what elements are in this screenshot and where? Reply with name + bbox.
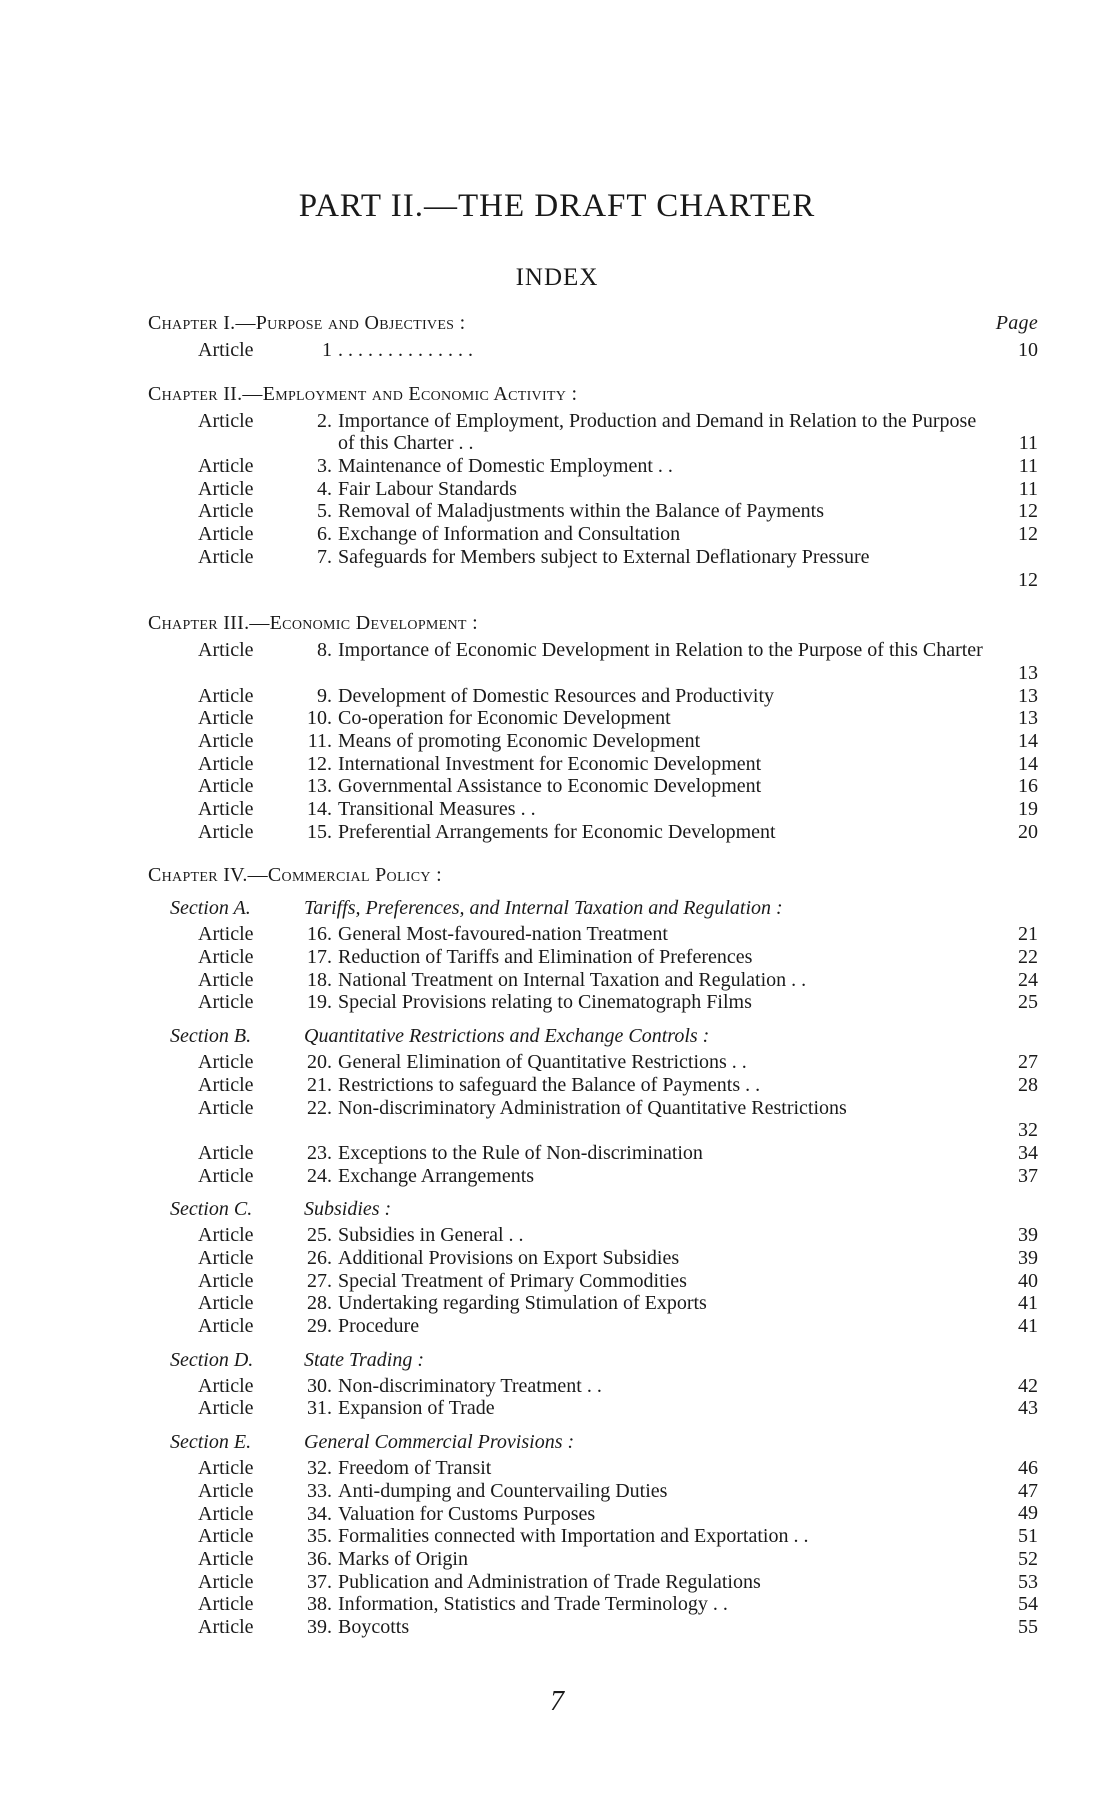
article-label: Article: [198, 1570, 254, 1593]
article-number: 21.: [307, 1073, 332, 1096]
toc-entry[interactable]: [148, 1457, 1038, 1480]
section-heading: [148, 1349, 1038, 1375]
article-title: Non-discriminatory Treatment . .: [338, 1374, 602, 1397]
article-title: Governmental Assistance to Economic Development: [338, 775, 762, 798]
article-number: 37.: [307, 1570, 332, 1593]
toc-entry[interactable]: [148, 1397, 1038, 1420]
article-title: Publication and Administration of Trade Regulations: [338, 1570, 761, 1593]
article-number: 22.: [307, 1096, 332, 1119]
article-page: 19: [1018, 798, 1038, 821]
chapter-block: [148, 864, 1038, 1638]
article-page: 11: [1018, 455, 1038, 478]
article-label: Article: [198, 1615, 254, 1638]
toc-entry[interactable]: [148, 969, 1038, 992]
toc-entry[interactable]: [148, 1142, 1038, 1165]
chapter-heading-text: Chapter I.—Purpose and Objectives :: [148, 312, 466, 334]
toc-entry[interactable]: [148, 1224, 1038, 1247]
article-label: Article: [198, 923, 254, 946]
article-number: 20.: [307, 1051, 332, 1074]
article-page: 12: [1018, 568, 1038, 591]
article-number: 9.: [317, 684, 332, 707]
toc-entry[interactable]: [148, 730, 1038, 753]
toc-entry[interactable]: [148, 923, 1038, 946]
article-number: 15.: [307, 820, 332, 843]
article-number: 38.: [307, 1593, 332, 1616]
chapter-block: [148, 612, 1038, 843]
article-label: Article: [198, 946, 254, 969]
article-number: 27.: [307, 1269, 332, 1292]
chapter-heading: [148, 612, 1038, 639]
article-page: 21: [1018, 923, 1038, 946]
toc-entry[interactable]: [148, 546, 1038, 591]
chapter-block: [148, 383, 1038, 592]
article-page: 10: [1018, 338, 1038, 361]
article-label: Article: [198, 752, 254, 775]
section-block: [148, 1198, 1038, 1337]
article-label: Article: [198, 707, 254, 730]
article-label: Article: [198, 798, 254, 821]
toc-entry[interactable]: [148, 1616, 1038, 1639]
article-title: Safeguards for Members subject to External Deflationary Pressure: [338, 545, 870, 568]
article-title: Boycotts: [338, 1615, 410, 1638]
page-column-label: Page: [995, 312, 1038, 334]
article-label: Article: [198, 523, 254, 546]
section-block: [148, 1431, 1038, 1639]
toc-entry[interactable]: [148, 1247, 1038, 1270]
toc-entry[interactable]: [148, 500, 1038, 523]
article-page: 22: [1018, 946, 1038, 969]
article-title: International Investment for Economic Development: [338, 752, 762, 775]
article-page: 24: [1018, 968, 1038, 991]
article-number: 13.: [307, 775, 332, 798]
toc-entry[interactable]: [148, 707, 1038, 730]
article-title: Exchange of Information and Consultation: [338, 523, 681, 546]
toc-entry[interactable]: [148, 1480, 1038, 1503]
section-label: Section E.: [170, 1431, 252, 1454]
article-label: Article: [198, 1073, 254, 1096]
chapter-heading: [148, 864, 1038, 891]
article-number: 1: [322, 339, 332, 361]
article-title: Exceptions to the Rule of Non-discrimination: [338, 1141, 703, 1164]
article-label: Article: [198, 1164, 254, 1187]
article-title: Co-operation for Economic Development: [338, 707, 671, 730]
section-label: Section D.: [170, 1348, 254, 1371]
article-label: Article: [198, 1502, 254, 1525]
toc-entry[interactable]: [148, 1292, 1038, 1315]
article-title: Restrictions to safeguard the Balance of Payments . .: [338, 1073, 761, 1096]
toc-entry[interactable]: [148, 821, 1038, 844]
article-number: 19.: [307, 991, 332, 1014]
article-title: General Elimination of Quantitative Restrictions . .: [338, 1051, 747, 1074]
article-label: Article: [198, 1457, 254, 1480]
article-title: Importance of Employment, Production and Demand in Relation to the Purpose of this Charter . .: [338, 409, 977, 455]
article-page: 28: [1018, 1073, 1038, 1096]
article-page: 34: [1018, 1141, 1038, 1164]
chapter-heading-text: Chapter II.—Employment and Economic Activity :: [148, 382, 578, 405]
toc-entry[interactable]: [148, 1548, 1038, 1571]
article-page: 51: [1018, 1525, 1038, 1548]
toc-entry[interactable]: [148, 1074, 1038, 1097]
article-label: Article: [198, 1315, 254, 1338]
article-label: Article: [198, 1593, 254, 1616]
section-block: [148, 897, 1038, 1014]
article-title: National Treatment on Internal Taxation and Regulation . .: [338, 968, 807, 991]
toc-entry[interactable]: [148, 991, 1038, 1014]
toc-entry[interactable]: [148, 410, 1038, 455]
article-page: 37: [1018, 1164, 1038, 1187]
article-number: 2.: [317, 409, 332, 432]
toc-entry[interactable]: [148, 685, 1038, 708]
article-title: Means of promoting Economic Development: [338, 729, 701, 752]
article-page: 25: [1018, 991, 1038, 1014]
article-number: 26.: [307, 1247, 332, 1269]
article-number: 31.: [307, 1397, 332, 1420]
article-title: Importance of Economic Development in Relation to the Purpose of this Charter: [338, 639, 983, 662]
toc-entry[interactable]: [148, 339, 1038, 362]
article-label: Article: [198, 820, 254, 843]
article-page: 52: [1018, 1547, 1038, 1570]
toc-entry[interactable]: [148, 1375, 1038, 1398]
article-title: Anti-dumping and Countervailing Duties: [338, 1479, 668, 1502]
article-page: 27: [1018, 1051, 1038, 1074]
toc-entry[interactable]: [148, 523, 1038, 546]
article-number: 7.: [317, 545, 332, 568]
article-number: 32.: [307, 1457, 332, 1480]
article-title: Fair Labour Standards: [338, 477, 517, 500]
article-label: Article: [198, 339, 254, 361]
article-label: Article: [198, 1374, 254, 1397]
article-title: . . . . . . . . . . . . . .: [338, 339, 473, 361]
article-page: 13: [1018, 661, 1038, 684]
article-number: 16.: [307, 923, 332, 946]
article-page: 16: [1018, 775, 1038, 798]
article-title: Maintenance of Domestic Employment . .: [338, 455, 673, 478]
article-page: 46: [1018, 1457, 1038, 1480]
section-heading: [148, 897, 1038, 923]
article-title: Undertaking regarding Stimulation of Exports: [338, 1292, 707, 1315]
section-block: [148, 410, 1038, 592]
article-page: 47: [1018, 1479, 1038, 1502]
article-label: Article: [198, 1397, 254, 1420]
article-title: Additional Provisions on Export Subsidies: [338, 1247, 680, 1269]
article-page: 12: [1018, 500, 1038, 523]
article-number: 12.: [307, 752, 332, 775]
page-title: PART II.—THE DRAFT CHARTER: [298, 188, 816, 224]
article-number: 23.: [307, 1141, 332, 1164]
section-title: State Trading :: [304, 1348, 425, 1371]
article-title: Preferential Arrangements for Economic Development: [338, 820, 776, 843]
article-page: 43: [1018, 1397, 1038, 1420]
toc-entry[interactable]: [148, 753, 1038, 776]
toc-entry[interactable]: [148, 1593, 1038, 1616]
toc-entry[interactable]: [148, 798, 1038, 821]
article-label: Article: [198, 1247, 254, 1269]
article-page: 39: [1018, 1224, 1038, 1247]
chapter-heading: [148, 383, 1038, 410]
article-page: 55: [1018, 1615, 1038, 1638]
article-page: 11: [1018, 432, 1038, 455]
article-page: 11: [1018, 477, 1038, 500]
article-title: Marks of Origin: [338, 1547, 468, 1570]
article-number: 5.: [317, 500, 332, 523]
table-of-contents: [148, 312, 1038, 1639]
toc-entry[interactable]: [148, 478, 1038, 501]
article-page: 39: [1018, 1246, 1038, 1269]
article-label: Article: [198, 775, 254, 798]
article-title: Freedom of Transit: [338, 1457, 492, 1480]
article-number: 28.: [307, 1292, 332, 1315]
article-number: 35.: [307, 1525, 332, 1548]
toc-entry[interactable]: [148, 775, 1038, 798]
toc-entry[interactable]: [148, 1165, 1038, 1188]
article-number: 29.: [307, 1315, 332, 1338]
article-label: Article: [198, 1292, 254, 1315]
article-label: Article: [198, 1479, 254, 1502]
article-title: Special Treatment of Primary Commodities: [338, 1269, 687, 1292]
section-block: [148, 639, 1038, 843]
article-label: Article: [198, 1096, 254, 1119]
page-number: 7: [550, 1686, 564, 1717]
article-label: Article: [198, 684, 254, 707]
chapter-heading: [148, 312, 1038, 339]
article-number: 25.: [307, 1224, 332, 1247]
article-label: Article: [198, 1269, 254, 1292]
section-title: Quantitative Restrictions and Exchange Controls :: [304, 1025, 710, 1048]
section-label: Section C.: [170, 1198, 253, 1221]
article-title: Transitional Measures . .: [338, 798, 536, 821]
article-label: Article: [198, 1141, 254, 1164]
article-number: 39.: [307, 1615, 332, 1638]
article-title: General Most-favoured-nation Treatment: [338, 923, 668, 946]
article-title: Procedure: [338, 1315, 420, 1338]
article-title: Formalities connected with Importation and Exportation . .: [338, 1525, 809, 1548]
article-number: 6.: [317, 523, 332, 546]
article-title: Non-discriminatory Administration of Quantitative Restrictions: [338, 1096, 847, 1119]
article-number: 11.: [307, 729, 332, 752]
toc-entry[interactable]: [148, 639, 1038, 684]
article-label: Article: [198, 455, 254, 478]
article-number: 30.: [307, 1374, 332, 1397]
article-label: Article: [198, 1525, 254, 1548]
article-number: 34.: [307, 1502, 332, 1525]
article-number: 33.: [307, 1479, 332, 1502]
article-page: 14: [1018, 752, 1038, 775]
article-title: Special Provisions relating to Cinematograph Films: [338, 991, 752, 1014]
article-title: Subsidies in General . .: [338, 1224, 524, 1247]
article-number: 3.: [317, 455, 332, 478]
article-title: Development of Domestic Resources and Productivity: [338, 684, 775, 707]
article-number: 8.: [317, 639, 332, 662]
article-label: Article: [198, 968, 254, 991]
article-page: 41: [1018, 1315, 1038, 1338]
article-page: 49: [1018, 1502, 1038, 1525]
article-page: 13: [1018, 684, 1038, 707]
section-label: Section B.: [170, 1025, 252, 1048]
section-block: [148, 339, 1038, 362]
article-page: 14: [1018, 729, 1038, 752]
section-block: [148, 1025, 1038, 1187]
article-number: 17.: [307, 946, 332, 969]
article-number: 36.: [307, 1547, 332, 1570]
article-label: Article: [198, 545, 254, 568]
article-number: 24.: [307, 1164, 332, 1187]
article-label: Article: [198, 729, 254, 752]
article-page: 12: [1018, 523, 1038, 546]
article-label: Article: [198, 991, 254, 1014]
article-title: Valuation for Customs Purposes: [338, 1502, 596, 1525]
article-title: Information, Statistics and Trade Terminology . .: [338, 1593, 728, 1616]
article-label: Article: [198, 409, 254, 432]
toc-entry[interactable]: [148, 1503, 1038, 1526]
section-heading: [148, 1431, 1038, 1457]
article-label: Article: [198, 1051, 254, 1074]
article-page: 40: [1018, 1269, 1038, 1292]
section-heading: [148, 1198, 1038, 1224]
article-page: 53: [1018, 1570, 1038, 1593]
toc-entry[interactable]: [148, 1270, 1038, 1293]
chapter-heading-text: Chapter III.—Economic Development :: [148, 612, 478, 635]
toc-entry[interactable]: [148, 1051, 1038, 1074]
toc-entry[interactable]: [148, 946, 1038, 969]
article-label: Article: [198, 639, 254, 662]
article-title: Exchange Arrangements: [338, 1164, 535, 1187]
article-title: Removal of Maladjustments within the Balance of Payments: [338, 500, 825, 523]
article-page: 32: [1018, 1119, 1038, 1142]
article-page: 54: [1018, 1593, 1038, 1616]
article-number: 4.: [317, 477, 332, 500]
toc-entry[interactable]: [148, 1315, 1038, 1338]
section-title: Subsidies :: [304, 1198, 392, 1221]
toc-entry[interactable]: [148, 1571, 1038, 1594]
chapter-block: [148, 312, 1038, 362]
article-page: 41: [1018, 1292, 1038, 1315]
article-page: 20: [1018, 820, 1038, 843]
article-number: 18.: [307, 968, 332, 991]
index-heading: INDEX: [515, 264, 599, 291]
section-label: Section A.: [170, 897, 251, 920]
section-title: General Commercial Provisions :: [304, 1431, 575, 1454]
section-title: Tariffs, Preferences, and Internal Taxation and Regulation :: [304, 897, 783, 920]
article-page: 13: [1018, 707, 1038, 730]
section-heading: [148, 1025, 1038, 1051]
article-label: Article: [198, 1547, 254, 1570]
article-label: Article: [198, 477, 254, 500]
section-block: [148, 1349, 1038, 1420]
article-number: 14.: [307, 798, 332, 821]
article-page: 42: [1018, 1374, 1038, 1397]
article-label: Article: [198, 500, 254, 523]
toc-entry[interactable]: [148, 1097, 1038, 1142]
article-label: Article: [198, 1224, 254, 1247]
article-number: 10.: [307, 707, 332, 730]
article-title: Expansion of Trade: [338, 1397, 495, 1420]
toc-entry[interactable]: [148, 1525, 1038, 1548]
chapter-heading-text: Chapter IV.—Commercial Policy :: [148, 864, 442, 887]
toc-entry[interactable]: [148, 455, 1038, 478]
article-title: Reduction of Tariffs and Elimination of Preferences: [338, 946, 753, 969]
